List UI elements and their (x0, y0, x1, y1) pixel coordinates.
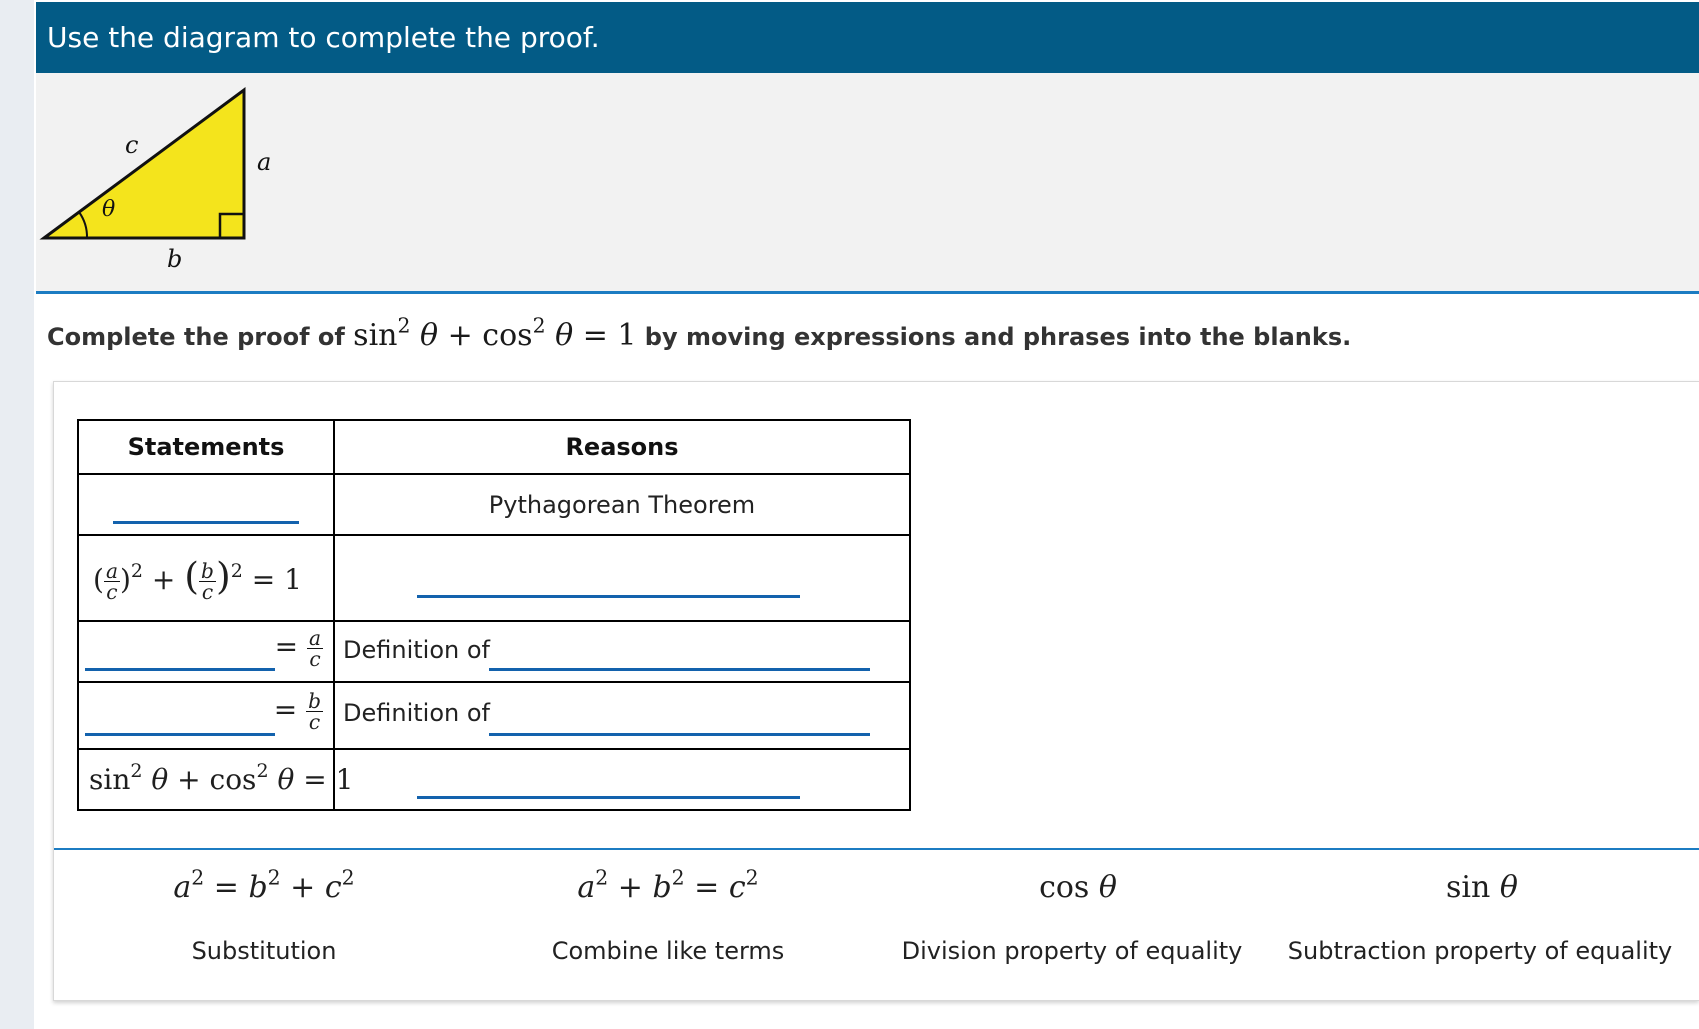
statements-header: Statements (78, 420, 334, 474)
label-theta: θ (102, 197, 116, 222)
answer-chip-a2-plus-b2-eq-c2[interactable]: $a^2 + b^2 = c^2$ (577, 865, 759, 905)
statement-cell (78, 535, 334, 621)
reason-cell (334, 535, 910, 621)
ratio-sum-statement: ( $\frac{a}{c}$ )$^2$ + ( $\frac{b}{c}$ )$^2$ = 1 (93, 553, 302, 604)
reason-blank-4[interactable] (489, 733, 870, 736)
instruction-text: Complete the proof of $\sin^2 \theta + \cos^2 \theta = 1$ by moving expressions and phrases into the blanks. (47, 313, 1352, 353)
statement-cell (78, 749, 354, 810)
answer-chip-cos-theta[interactable]: cos θ (1039, 870, 1117, 905)
statement-blank-1[interactable] (113, 521, 299, 524)
answer-bank-divider (54, 848, 1699, 850)
right-triangle-diagram (36, 73, 436, 294)
table-row (78, 749, 910, 810)
diagram-panel (36, 73, 1699, 294)
proof-workspace (53, 381, 1699, 1001)
statement-cell: = $\frac{a}{c}$ (78, 621, 334, 682)
reason-blank-3[interactable] (489, 668, 870, 671)
answer-chip-subtraction-property[interactable]: Subtraction property of equality (1287, 937, 1673, 965)
table-row (78, 621, 910, 682)
table-row (78, 474, 910, 535)
question-title: Use the diagram to complete the proof. (47, 21, 600, 54)
reason-blank-2[interactable] (417, 595, 800, 598)
label-c: c (125, 131, 139, 159)
label-b: b (167, 245, 183, 273)
proof-table (77, 419, 911, 811)
reason-cell: Pythagorean Theorem (334, 474, 910, 535)
statement-cell (78, 474, 334, 535)
statement-cell: = $\frac{b}{c}$ (78, 682, 334, 749)
table-row (78, 535, 910, 621)
reason-cell (334, 749, 910, 810)
answer-chip-substitution[interactable]: Substitution (191, 937, 337, 965)
statement-blank-3[interactable] (85, 668, 275, 671)
answer-chip-division-property[interactable]: Division property of equality (901, 937, 1243, 965)
question-header (36, 2, 1699, 73)
instruction-identity: $\sin^2 \theta + \cos^2 \theta = 1$ (353, 313, 637, 353)
reason-cell: Definition of (334, 682, 910, 749)
label-a: a (257, 148, 272, 176)
reason-blank-5[interactable] (417, 796, 800, 799)
answer-chip-sin-theta[interactable]: sin θ (1446, 870, 1518, 905)
reason-cell: Definition of (334, 621, 910, 682)
table-row (78, 682, 910, 749)
statement-blank-4[interactable] (85, 733, 275, 736)
identity-statement: $\sin^2 \theta + \cos^2 \theta = 1$ (89, 760, 354, 796)
triangle-shape (44, 90, 244, 238)
answer-chip-combine-like-terms[interactable]: Combine like terms (551, 937, 785, 965)
reasons-header: Reasons (334, 420, 910, 474)
left-rail (0, 0, 34, 1029)
answer-chip-a2-eq-b2-plus-c2[interactable]: $a^2 = b^2 + c^2$ (173, 865, 355, 905)
